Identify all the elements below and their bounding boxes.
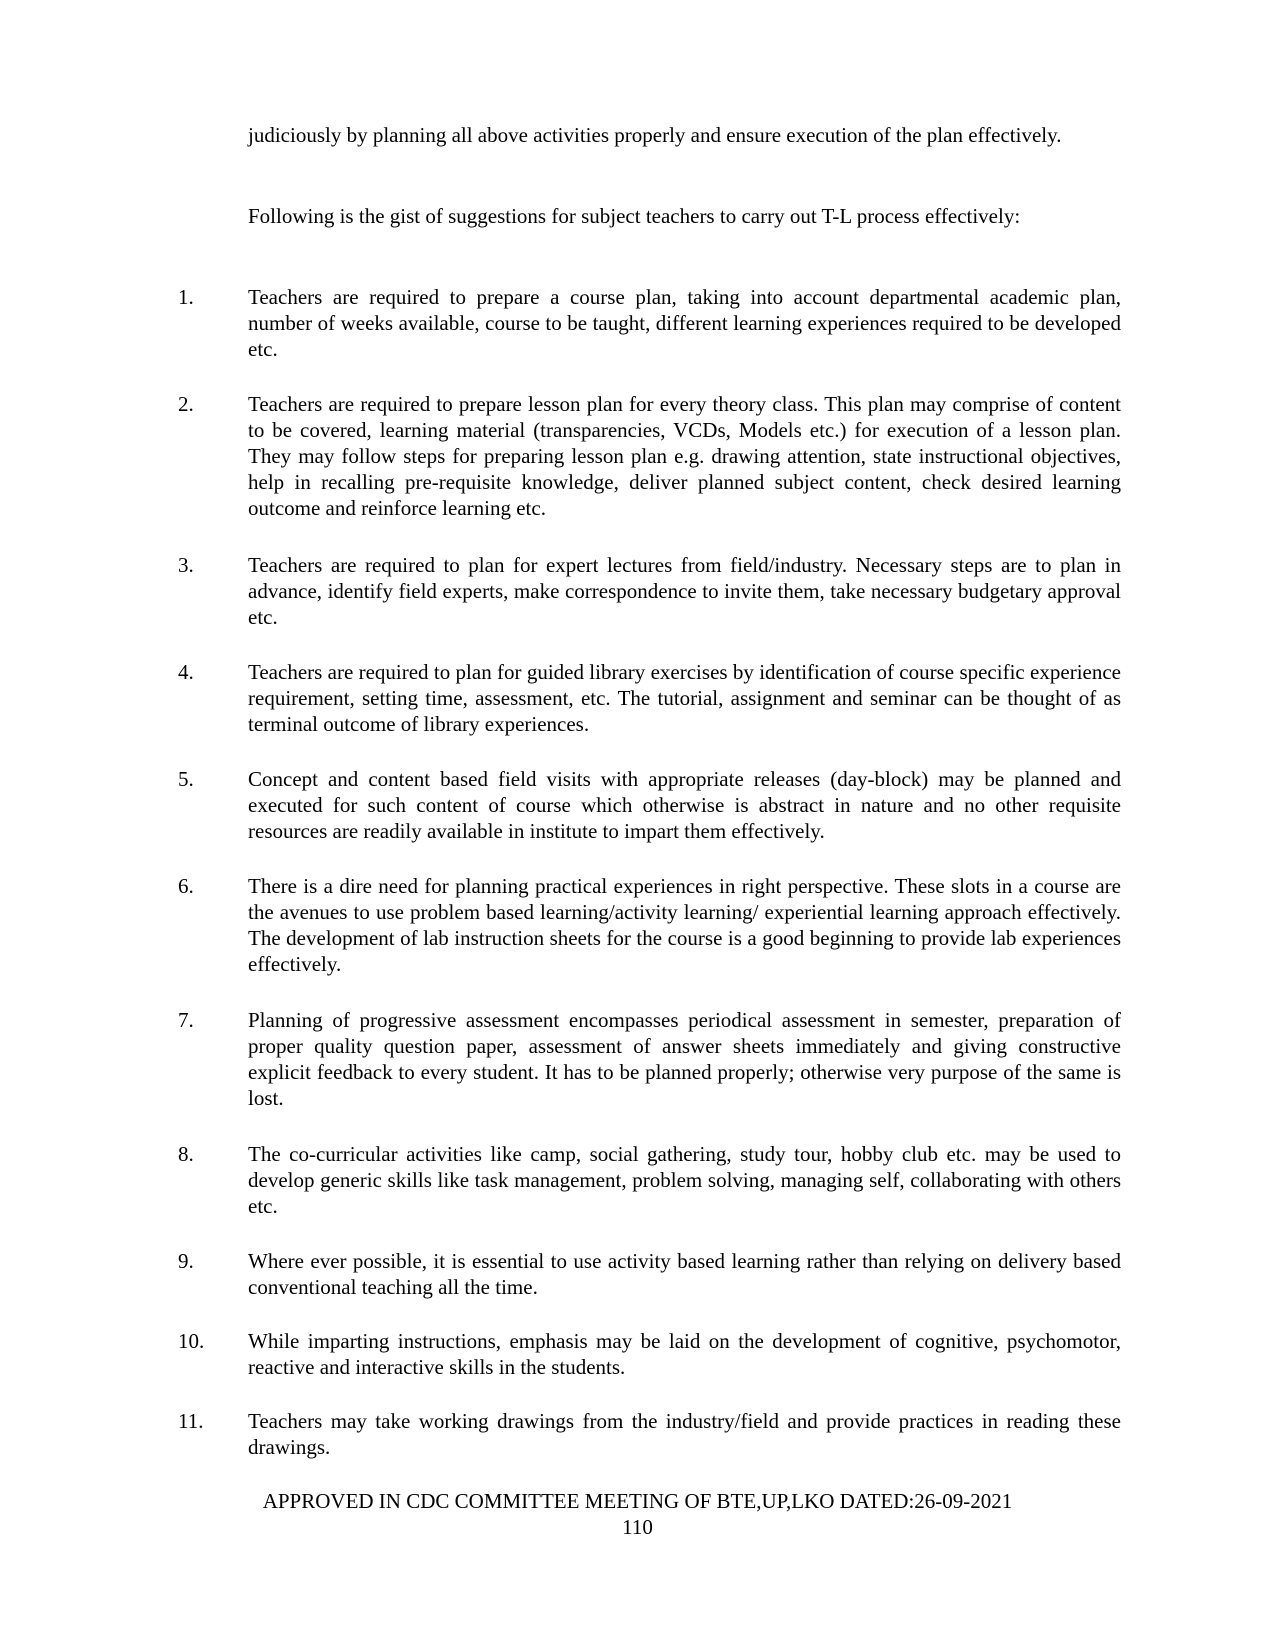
list-item-number: 10. (178, 1329, 205, 1353)
list-item-number: 11. (178, 1409, 204, 1433)
list-item-text: Concept and content based field visits with appropriate releases (day-block) may be planned and executed for such content of course which otherwise is abstract in nature and no other requisite resources are readily available in institute to impart them effectively. (248, 767, 1121, 843)
list-item-text: Planning of progressive assessment encompasses periodical assessment in semester, preparation of proper quality question paper, assessment of answer sheets immediately and giving constructive explicit feedback to every student. It has to be planned properly; otherwise very purpose of the same is lost. (248, 1008, 1121, 1110)
list-item-text: The co-curricular activities like camp, social gathering, study tour, hobby club etc. may be used to develop generic skills like task management, problem solving, managing self, collaborating with others etc. (248, 1142, 1121, 1218)
list-item-number: 1. (178, 285, 194, 309)
list-item (178, 284, 1121, 362)
list-item-text: While imparting instructions, emphasis may be laid on the development of cognitive, psychomotor, reactive and interactive skills in the students. (248, 1329, 1121, 1379)
list-item-number: 2. (178, 392, 194, 416)
list-item (178, 873, 1121, 977)
list-item-number: 4. (178, 660, 194, 684)
list-item (178, 1248, 1121, 1300)
approval-footer: APPROVED IN CDC COMMITTEE MEETING OF BTE,UP,LKO DATED:26-09-2021 (262, 1489, 1013, 1513)
list-item (178, 659, 1121, 737)
list-item-text: Teachers are required to plan for guided library exercises by identification of course specific experience requirement, setting time, assessment, etc. The tutorial, assignment and seminar can be thought of as terminal outcome of library experiences. (248, 660, 1121, 736)
list-item (178, 552, 1121, 630)
list-item-number: 6. (178, 874, 194, 898)
list-item-number: 5. (178, 767, 194, 791)
list-item-text: Teachers are required to prepare lesson plan for every theory class. This plan may comprise of content to be covered, learning material (transparencies, VCDs, Models etc.) for execution of a lesson plan. They may follow steps for preparing lesson plan e.g. drawing attention, state instructional objectives, help in recalling pre-requisite knowledge, deliver planned subject content, check desired learning outcome and reinforce learning etc. (248, 392, 1121, 520)
list-item-text: Teachers are required to prepare a course plan, taking into account departmental academic plan, number of weeks available, course to be taught, different learning experiences required to be developed etc. (248, 285, 1121, 361)
intro-continuation: judiciously by planning all above activities properly and ensure execution of the plan effectively. (248, 123, 1062, 147)
page-number: 110 (622, 1515, 653, 1539)
list-item (178, 1007, 1121, 1111)
list-item-number: 9. (178, 1249, 194, 1273)
list-item-number: 3. (178, 553, 194, 577)
list-item-number: 7. (178, 1008, 194, 1032)
list-item (178, 1328, 1121, 1380)
list-item (178, 391, 1121, 521)
list-item-text: Where ever possible, it is essential to use activity based learning rather than relying on delivery based conventional teaching all the time. (248, 1249, 1121, 1299)
list-item-number: 8. (178, 1142, 194, 1166)
intro-lead: Following is the gist of suggestions for subject teachers to carry out T-L process effectively: (248, 204, 1021, 228)
list-item-text: Teachers may take working drawings from the industry/field and provide practices in reading these drawings. (248, 1409, 1121, 1459)
list-item (178, 766, 1121, 844)
list-item (178, 1141, 1121, 1219)
list-item-text: Teachers are required to plan for expert lectures from field/industry. Necessary steps are to plan in advance, identify field experts, make correspondence to invite them, take necessary budgetary approval etc. (248, 553, 1121, 629)
list-item-text: There is a dire need for planning practical experiences in right perspective. These slots in a course are the avenues to use problem based learning/activity learning/ experiential learning approach effectively. The development of lab instruction sheets for the course is a good beginning to provide lab experiences effectively. (248, 874, 1121, 976)
list-item (178, 1408, 1121, 1460)
